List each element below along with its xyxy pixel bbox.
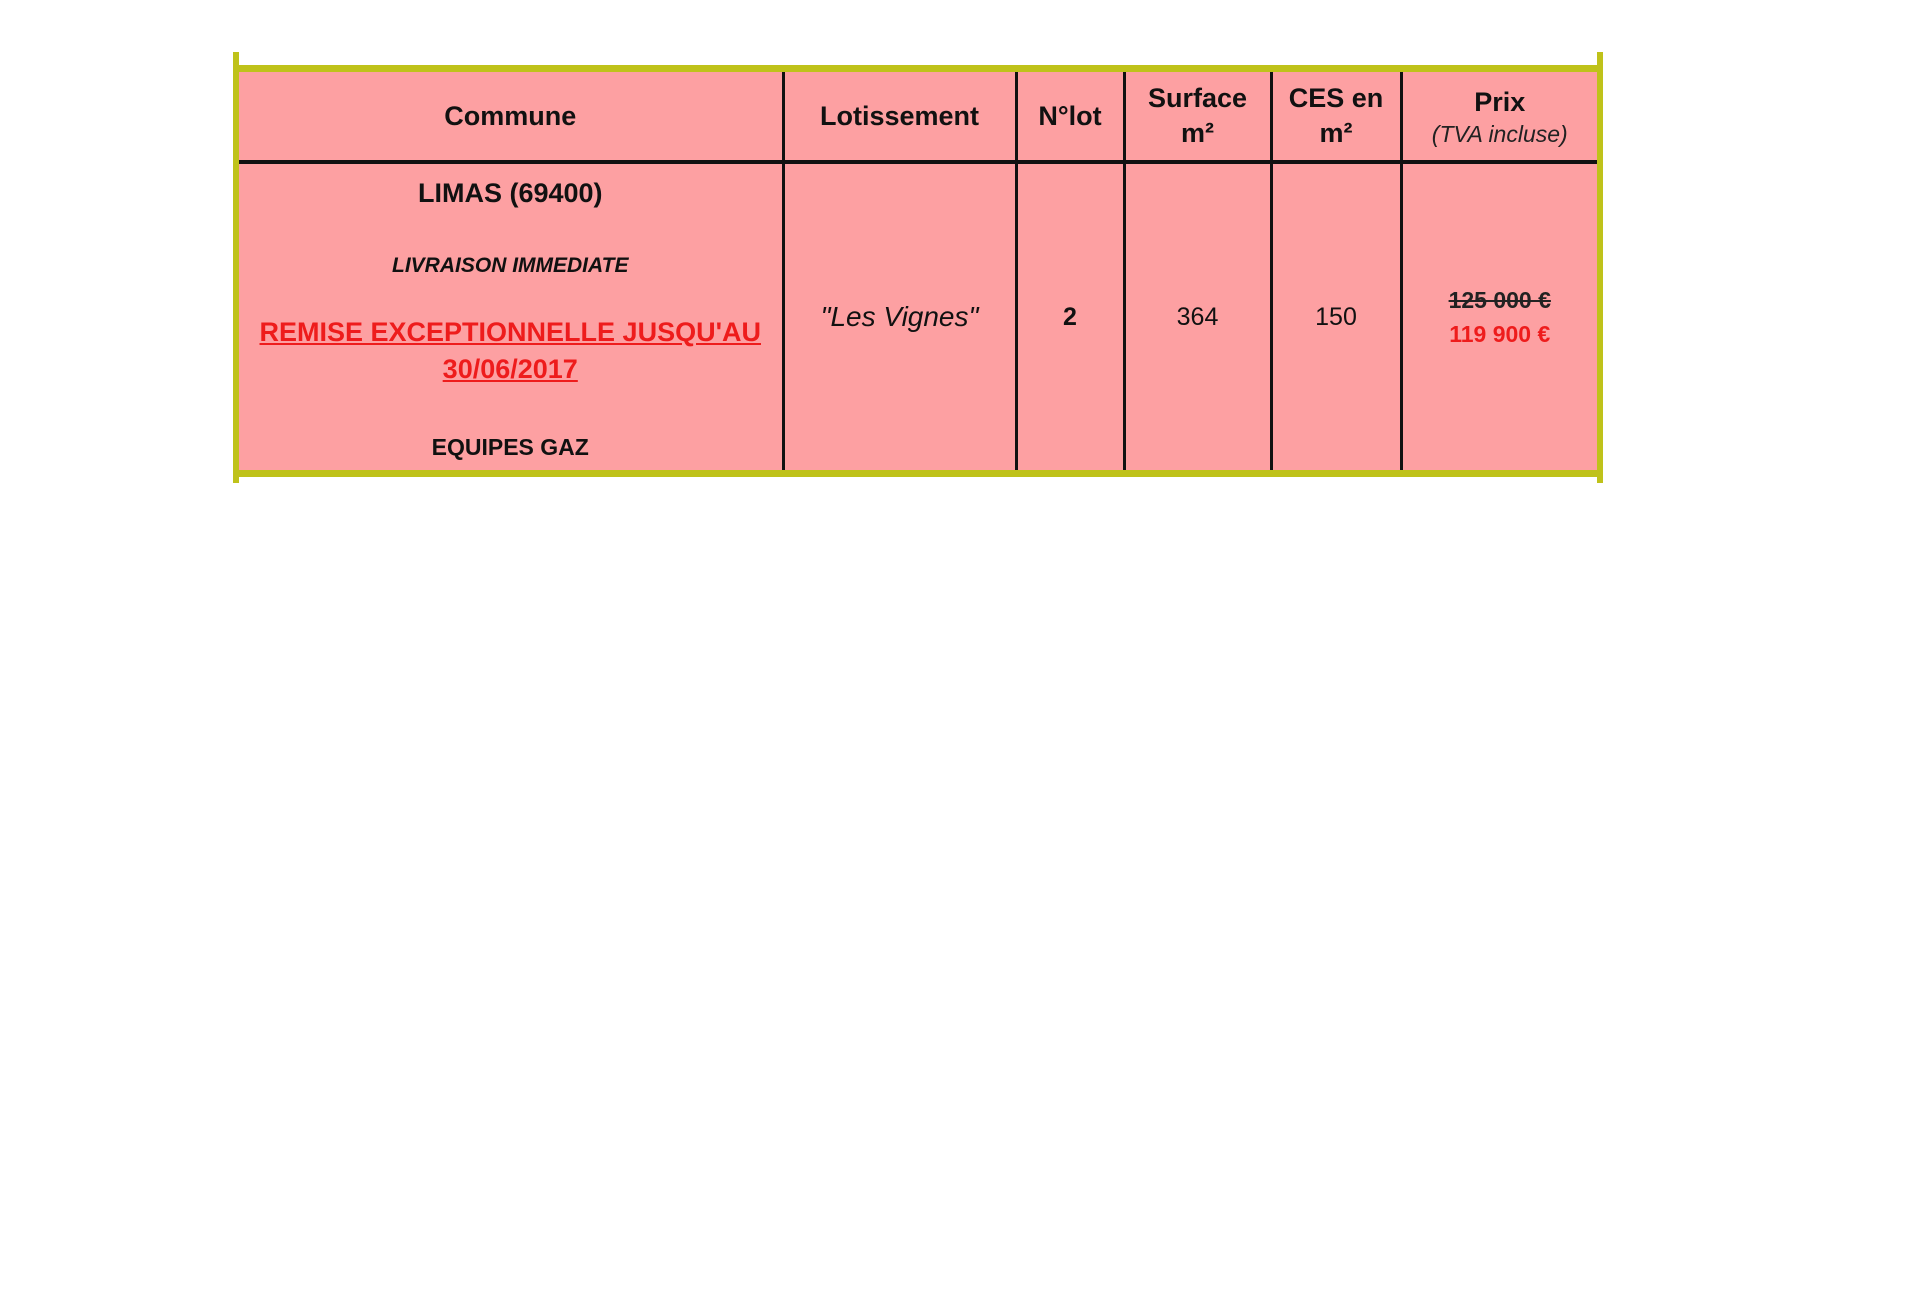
frame-right-edge bbox=[1597, 52, 1603, 483]
equipes-note: EQUIPES GAZ bbox=[431, 434, 589, 460]
old-price: 125 000 € bbox=[1448, 287, 1551, 313]
table-header-row bbox=[239, 72, 1597, 162]
header-ces bbox=[1271, 72, 1401, 162]
table-row bbox=[239, 162, 1597, 470]
header-surface bbox=[1124, 72, 1271, 162]
header-surface-label: Surface m² bbox=[1147, 83, 1248, 148]
new-price: 119 900 € bbox=[1449, 321, 1551, 347]
cell-lotissement: "Les Vignes" bbox=[783, 162, 1016, 470]
header-lotissement: Lotissement bbox=[783, 72, 1016, 162]
cell-lot-number: 2 bbox=[1016, 162, 1124, 470]
header-prix-label: Prix bbox=[1474, 86, 1526, 117]
frame-top-rule bbox=[233, 65, 1603, 72]
header-lot-number: N°lot bbox=[1016, 72, 1124, 162]
header-commune: Commune bbox=[239, 72, 783, 162]
commune-name: LIMAS (69400) bbox=[417, 178, 603, 208]
header-prix bbox=[1401, 72, 1597, 162]
frame-bottom-rule bbox=[233, 470, 1603, 477]
cell-ces: 150 bbox=[1271, 162, 1401, 470]
header-ces-label: CES en m² bbox=[1288, 83, 1384, 148]
remise-note: REMISE EXCEPTIONNELLE JUSQU'AU 30/06/2017 bbox=[259, 317, 761, 384]
lot-table bbox=[239, 72, 1597, 470]
livraison-note: LIVRAISON IMMEDIATE bbox=[392, 254, 629, 277]
cell-surface: 364 bbox=[1124, 162, 1271, 470]
header-prix-subtitle: (TVA incluse) bbox=[1431, 120, 1568, 147]
cell-prix bbox=[1401, 162, 1597, 470]
cell-commune bbox=[239, 162, 783, 470]
